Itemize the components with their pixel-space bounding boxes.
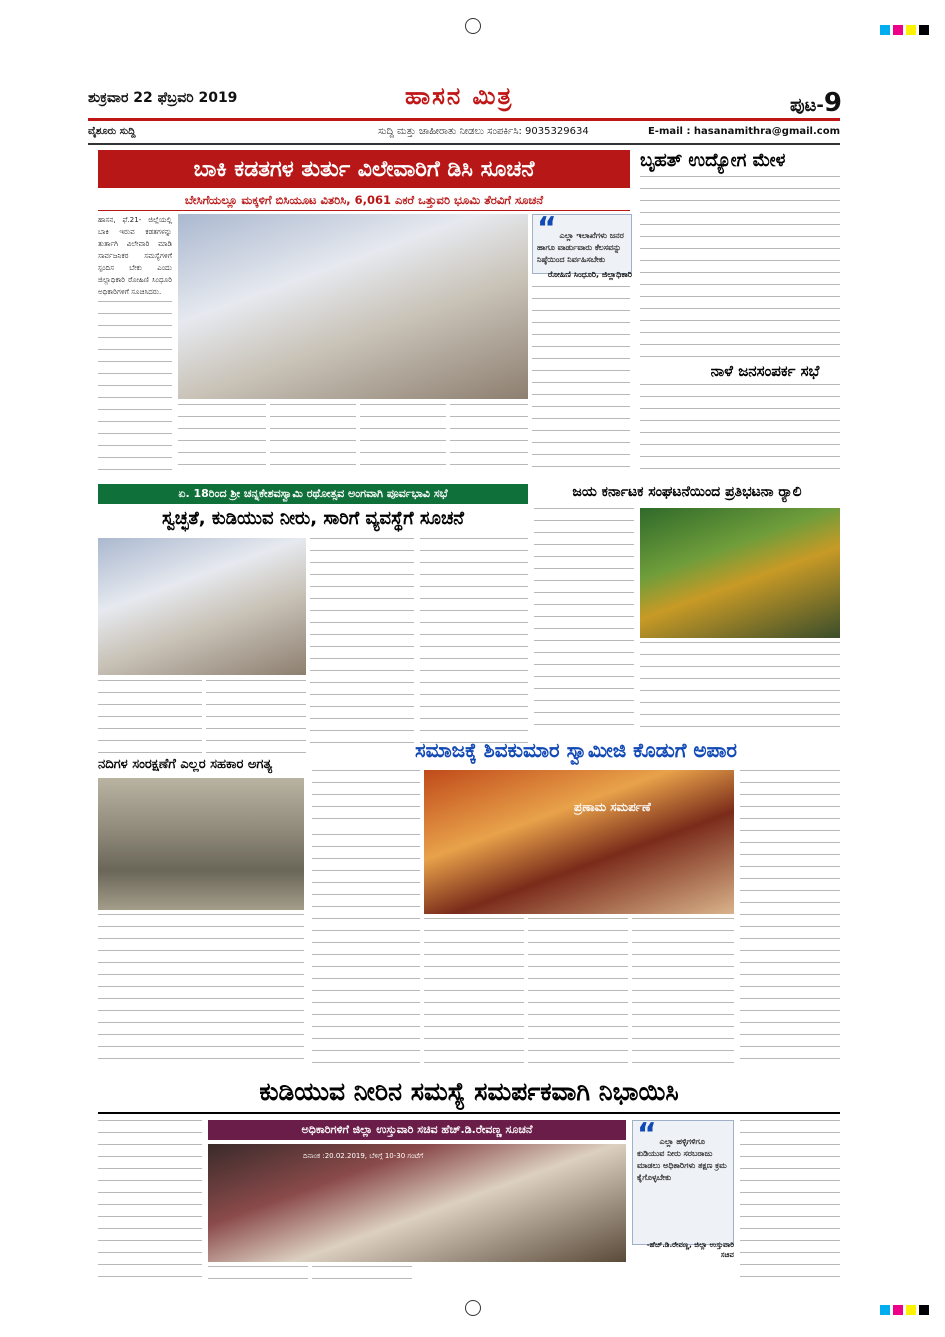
story8-banner: ದಿನಾಂಕ :20.02.2019, ಬೆಳಿಗ್ಗೆ 10-30 ಗಂಟೆಗೆ [303,1152,424,1160]
story1-text-col-f [450,404,528,476]
story4-text-c [98,680,202,753]
newspaper-title: ಹಾಸನ ಮಿತ್ರ [405,82,514,110]
story4-photo [98,538,306,675]
story1-text-col-e [360,404,446,476]
story4-bar: ಏ. 18ರಿಂದ ಶ್ರೀ ಚನ್ನಕೇಶವಸ್ವಾಮಿ ರಥೋತ್ಸವ ಅಂಗವಾಗಿ ಪೂರ್ವಭಾವಿ ಸಭೆ [98,484,528,504]
story1-headline: ಬಾಕಿ ಕಡತಗಳ ತುರ್ತು ವಿಲೇವಾರಿಗೆ ಡಿಸಿ ಸೂಚನೆ [98,150,630,188]
subbar-left: ವೈಶೂರು ಸುದ್ದಿ [88,126,136,137]
story7-banner: ಪ್ರಣಾಮ ಸಮರ್ಪಣೆ [574,800,651,814]
story8-headline: ಕುಡಿಯುವ ನೀರಿನ ಸಮಸ್ಯೆ ಸಮರ್ಪಕವಾಗಿ ನಿಭಾಯಿಸಿ [98,1072,840,1114]
registration-mark-bottom [465,1300,481,1316]
story7-text-f [632,918,734,1064]
subbar-rule [88,143,840,145]
story1-quote-text: ಎಲ್ಲಾ ಇಲಾಖೆಗಳು ಜನರ ಹಾಗೂ ವಾರ್ಡುವಾರು ಕೆಲಸವನ್ನು ನಿಷ್ಠೆಯಿಂದ ನಿರ್ವಹಿಸಬೇಕು [537,231,624,264]
story7-text-e [528,918,628,1064]
story8-text-d [312,1266,412,1280]
quote-mark-icon-2: “ [637,1117,657,1152]
color-swatches-top [880,20,932,39]
story5-text-b [640,642,840,734]
masthead-subbar [88,124,840,142]
story5-photo [640,508,840,638]
story8-text-a [98,1120,202,1280]
story1-text-col-a [98,214,172,476]
story4-text-a [310,538,414,753]
subbar-email: E-mail : hasanamithra@gmail.com [647,126,840,137]
registration-mark-top [465,18,481,34]
color-swatches-bottom [880,1300,932,1319]
story7-photo [424,770,734,914]
story7-text-d [424,918,524,1064]
story2-text [640,176,840,358]
subbar-contact: ಸುದ್ದಿ ಮತ್ತು ಜಾಹೀರಾತು ನೀಡಲು ಸಂಪರ್ಕಿಸಿ: 9035329634 [378,126,589,137]
story8-subbar: ಅಧಿಕಾರಿಗಳಿಗೆ ಜಿಲ್ಲಾ ಉಸ್ತುವಾರಿ ಸಚಿವ ಹೆಚ್.ಡಿ.ರೇವಣ್ಣ ಸೂಚನೆ [208,1120,626,1140]
story8-quote-by: -ಹೆಚ್.ಡಿ.ರೇವಣ್ಣ, ಜಿಲ್ಲಾ ಉಸ್ತುವಾರಿ ಸಚಿವ [646,1240,734,1259]
story7-headline: ಸಮಾಜಕ್ಕೆ ಶಿವಕುಮಾರ ಸ್ವಾಮೀಜಿ ಕೊಡುಗೆ ಅಪಾರ [414,738,737,762]
text-filler [98,301,172,471]
story1-photo [178,214,528,399]
story4-text-d [206,680,306,753]
story8-photo [208,1144,626,1262]
story7-text-c [312,834,420,1064]
story1-text-col-d [532,286,630,476]
story1-text-col-b [178,404,266,476]
story5-headline: ಜಯ ಕರ್ನಾಟಕ ಸಂಘಟನೆಯಿಂದ ಪ್ರತಿಭಟನಾ ರ್‍ಯಾಲಿ [572,484,802,500]
story8-quote-text: ಎಲ್ಲಾ ಹಳ್ಳಿಗಳಿಗೂ ಕುಡಿಯುವ ನೀರು ಸರಬರಾಜು ಮಾಡಲು ಅಧಿಕಾರಿಗಳು ತಕ್ಷಣ ಕ್ರಮ ಕೈಗೊಳ್ಳಬೇಕು [637,1137,727,1182]
story4-headline: ಸ್ವಚ್ಛತೆ, ಕುಡಿಯುವ ನೀರು, ಸಾರಿಗೆ ವ್ಯವಸ್ಥೆಗೆ ಸೂಚನೆ [162,508,464,529]
quote-mark-icon: “ [537,211,557,246]
story4-text-b [420,538,528,753]
story8-quote-box [632,1117,734,1245]
story3-text [640,384,840,476]
story3-headline: ನಾಳೆ ಜನಸಂಪರ್ಕ ಸಭೆ [710,362,820,380]
story6-photo [98,778,304,910]
story2-headline: ಬೃಹತ್ ಉದ್ಯೋಗ ಮೇಳ [640,150,786,171]
story5-text-a [534,508,634,733]
story1-quote-by: ರೋಹಿಣಿ ಸಿಂಧೂರಿ, ಜಿಲ್ಲಾಧಿಕಾರಿ [547,270,632,279]
story8-text-c [208,1266,308,1280]
story1-text-a: ಹಾಸನ, ಫೆ.21- ಜಿಲ್ಲೆಯಲ್ಲಿ ಬಾಕಿ ಇರುವ ಕಡತಗಳನ್ನು ತುರ್ತಾಗಿ ವಿಲೇವಾರಿ ಮಾಡಿ ಸಾರ್ವಜನಿಕರ ಸಮಸ್ಯೆಗಳಿಗೆ ಸ್ಪಂದಿಸ ಬೇಕು ಎಂದು ಜಿಲ್ಲಾಧಿಕಾರಿ ರೋಹಿಣಿ ಸಿಂಧೂರಿ ಅಧಿಕಾರಿಗಳಿಗೆ ಸೂಚಿಸಿದರು. [98,215,172,296]
page-label-text: ಪುಟ- [790,95,824,116]
story7-text-a [312,770,420,830]
story6-text-a [98,914,304,1064]
story6-headline: ನದಿಗಳ ಸಂರಕ್ಷಣೆಗೆ ಎಲ್ಲರ ಸಹಕಾರ ಅಗತ್ಯ [98,757,273,772]
masthead-rule [88,118,840,121]
story1-text-col-c [270,404,356,476]
story1-subhead: ಬೇಸಿಗೆಯಲ್ಲೂ ಮಕ್ಕಳಿಗೆ ಬಿಸಿಯೂಟ ವಿತರಿಸಿ, 6,061 ಎಕರೆ ಒತ್ತುವರಿ ಭೂಮಿ ತೆರವಿಗೆ ಸೂಚನೆ [98,190,630,211]
story8-text-b [740,1120,840,1280]
story1-quote-box [532,211,632,274]
page-number: 9 [823,88,842,118]
issue-date: ಶುಕ್ರವಾರ 22 ಫೆಬ್ರವರಿ 2019 [88,90,238,106]
page-label [790,88,842,118]
story7-text-b [740,770,840,1064]
